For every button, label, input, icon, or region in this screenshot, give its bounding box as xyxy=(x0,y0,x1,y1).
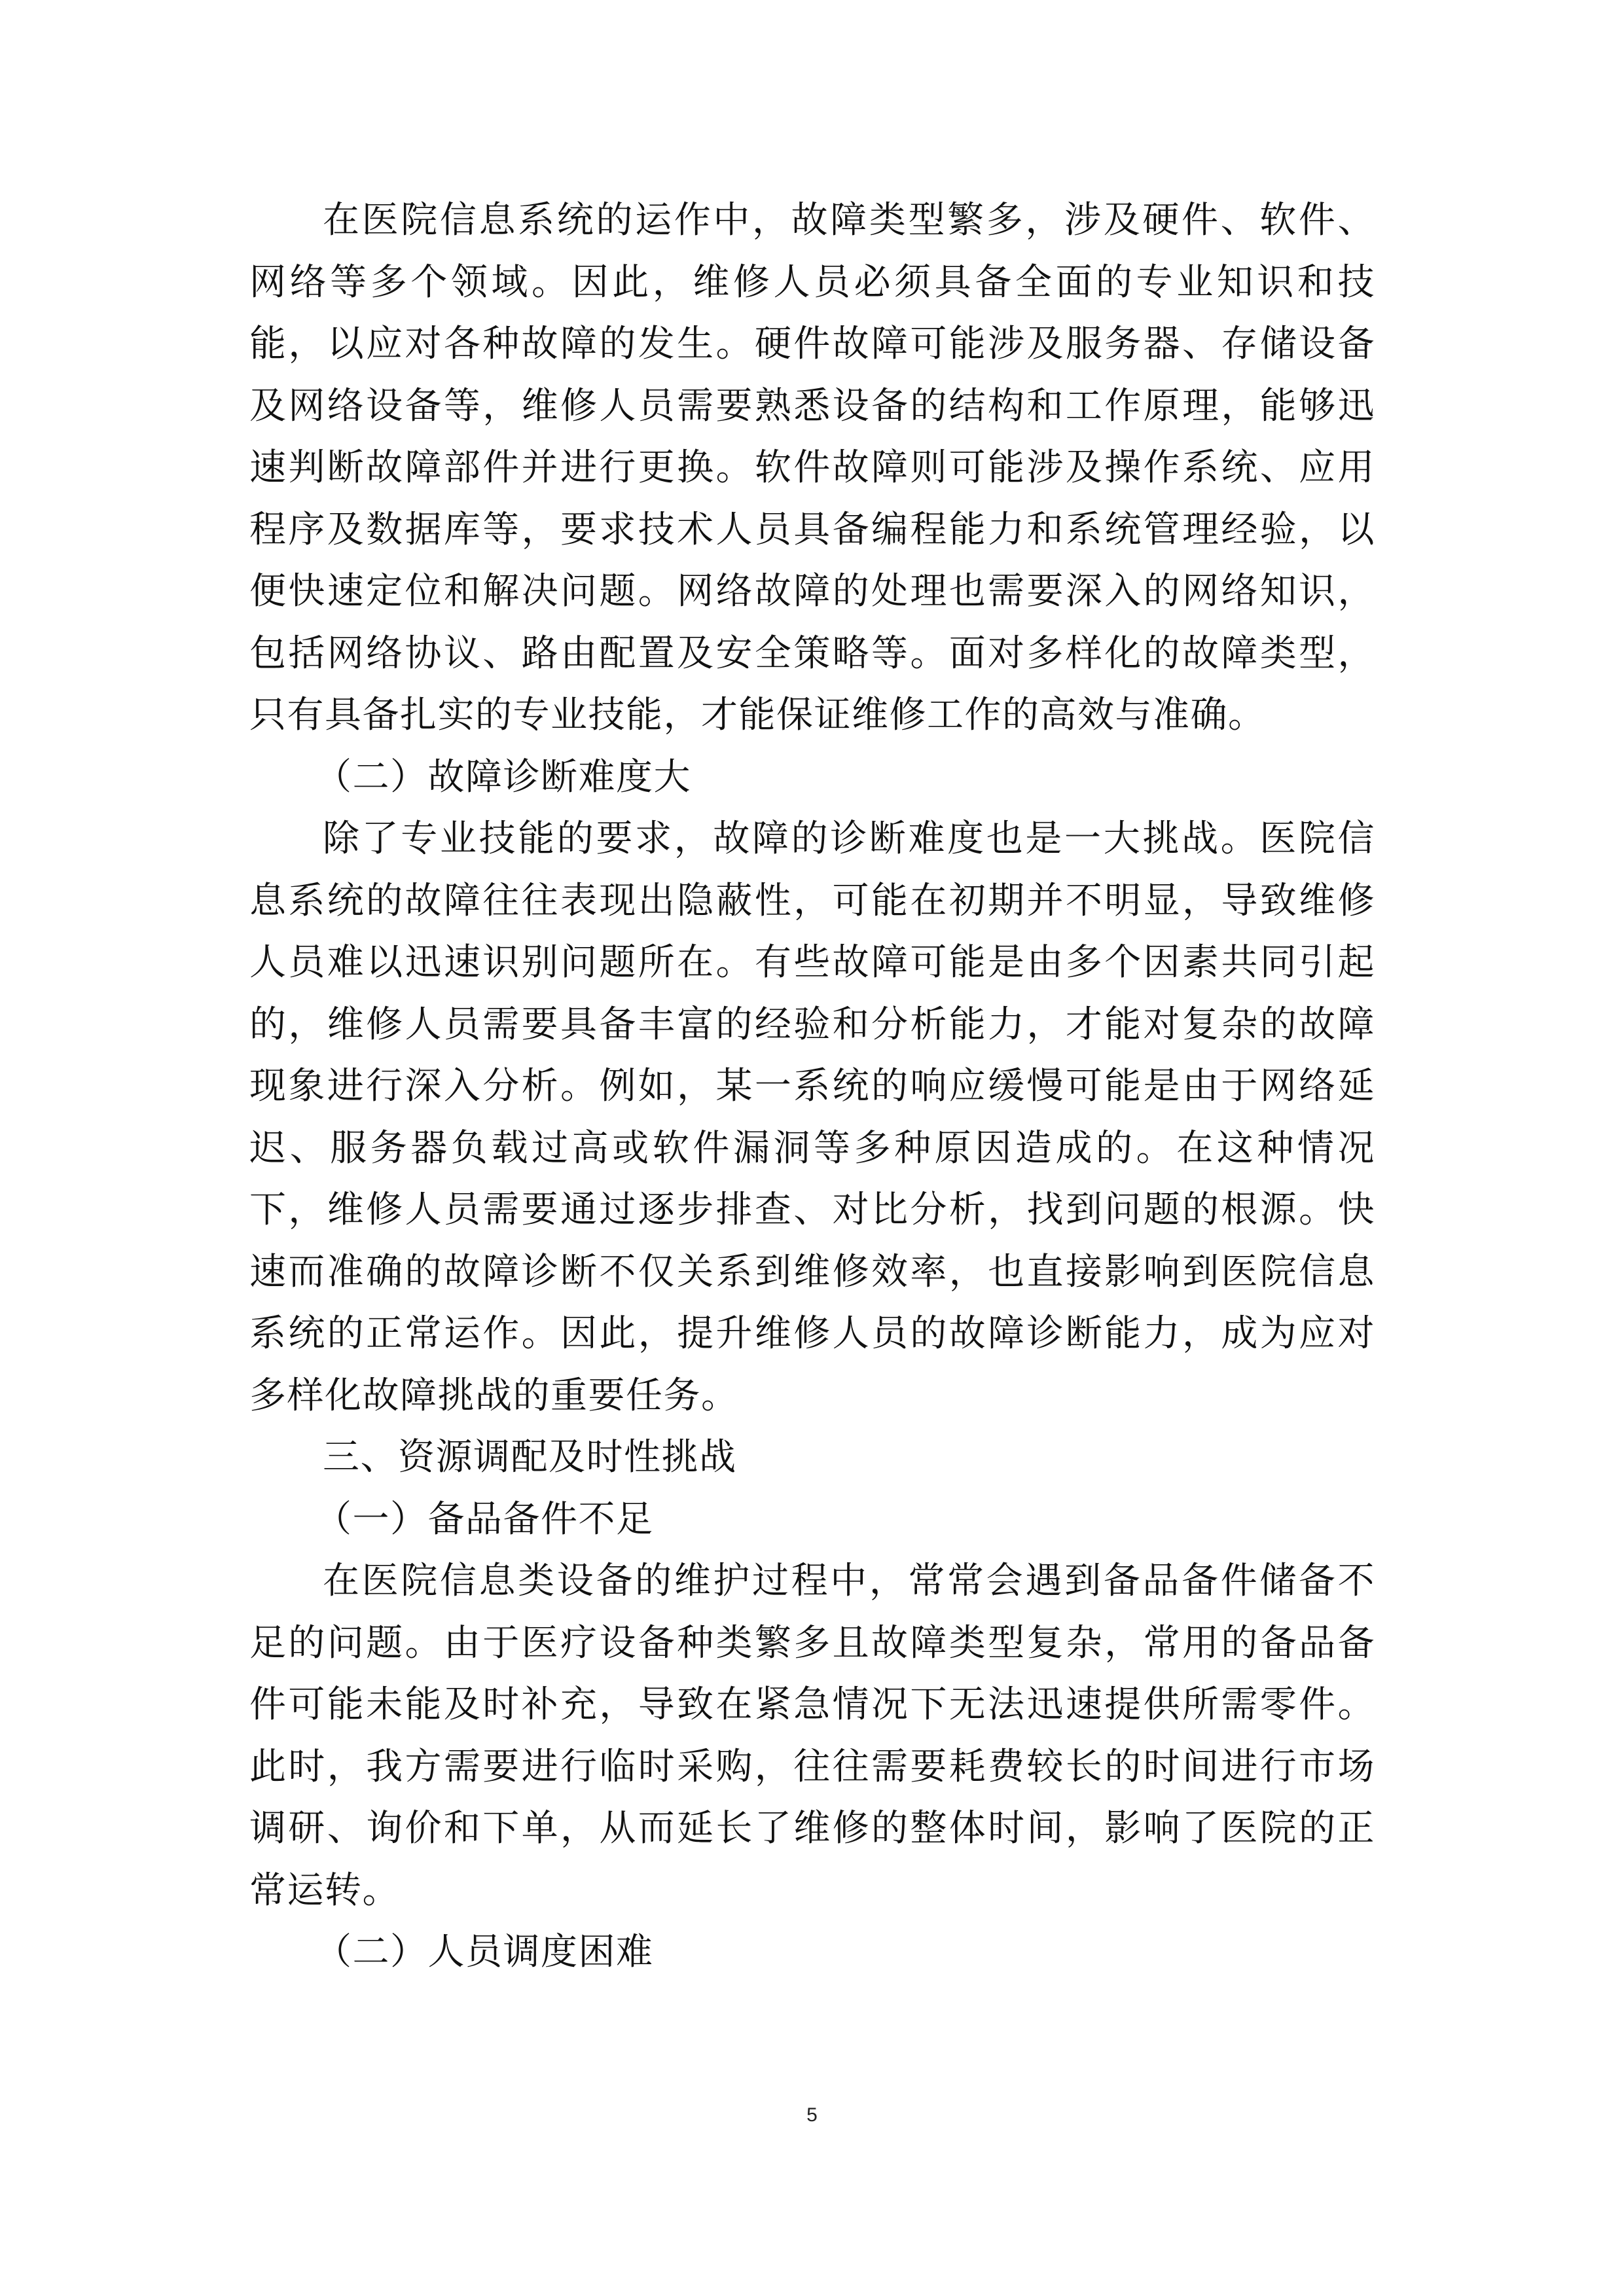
subheading-diagnosis-difficulty: （二）故障诊断难度大 xyxy=(315,755,691,798)
paragraph-diagnosis: 除了专业技能的要求，故障的诊断难度也是一大挑战。医院信息系统的故障往往表现出隐蔽性，可能在初期并不明显，导致维修人员难以迅速识别问题所在。有些故障可能是由多个因素共同引起的，维修人员需要具备丰富的经验和分析能力，才能对复杂的故障现象进行深入分析。例如，某一系统的响应缓慢可能是由于网络延迟、服务器负载过高或软件漏洞等多种原因造成的。在这种情况下，维修人员需要通过逐步排查、对比分析，找到问题的根源。快速而准确的故障诊断不仅关系到维修效率，也直接影响到医院信息系统的正常运作。因此，提升维修人员的故障诊断能力，成为应对多样化故障挑战的重要任务。 xyxy=(249,817,1375,1417)
subheading-staff-scheduling: （二）人员调度困难 xyxy=(315,1931,654,1973)
body-text xyxy=(249,190,1375,1984)
paragraph-spare-parts: 在医院信息类设备的维护过程中，常常会遇到备品备件储备不足的问题。由于医疗设备种类繁多且故障类型复杂，常用的备品备件可能未能及时补充，导致在紧急情况下无法迅速提供所需零件。此时，我方需要进行临时采购，往往需要耗费较长的时间进行市场调研、询价和下单，从而延长了维修的整体时间，影响了医院的正常运转。 xyxy=(249,1560,1375,1912)
subheading-spare-parts: （一）备品备件不足 xyxy=(315,1498,654,1541)
page-number: 5 xyxy=(806,2104,818,2126)
paragraph-fault-types: 在医院信息系统的运作中，故障类型繁多，涉及硬件、软件、网络等多个领域。因此，维修人员必须具备全面的专业知识和技能，以应对各种故障的发生。硬件故障可能涉及服务器、存储设备及网络设备等，维修人员需要熟悉设备的结构和工作原理，能够迅速判断故障部件并进行更换。软件故障则可能涉及操作系统、应用程序及数据库等，要求技术人员具备编程能力和系统管理经验，以便快速定位和解决问题。网络故障的处理也需要深入的网络知识，包括网络协议、路由配置及安全策略等。面对多样化的故障类型，只有具备扎实的专业技能，才能保证维修工作的高效与准确。 xyxy=(249,199,1375,736)
heading-resource-allocation: 三、资源调配及时性挑战 xyxy=(323,1436,737,1479)
